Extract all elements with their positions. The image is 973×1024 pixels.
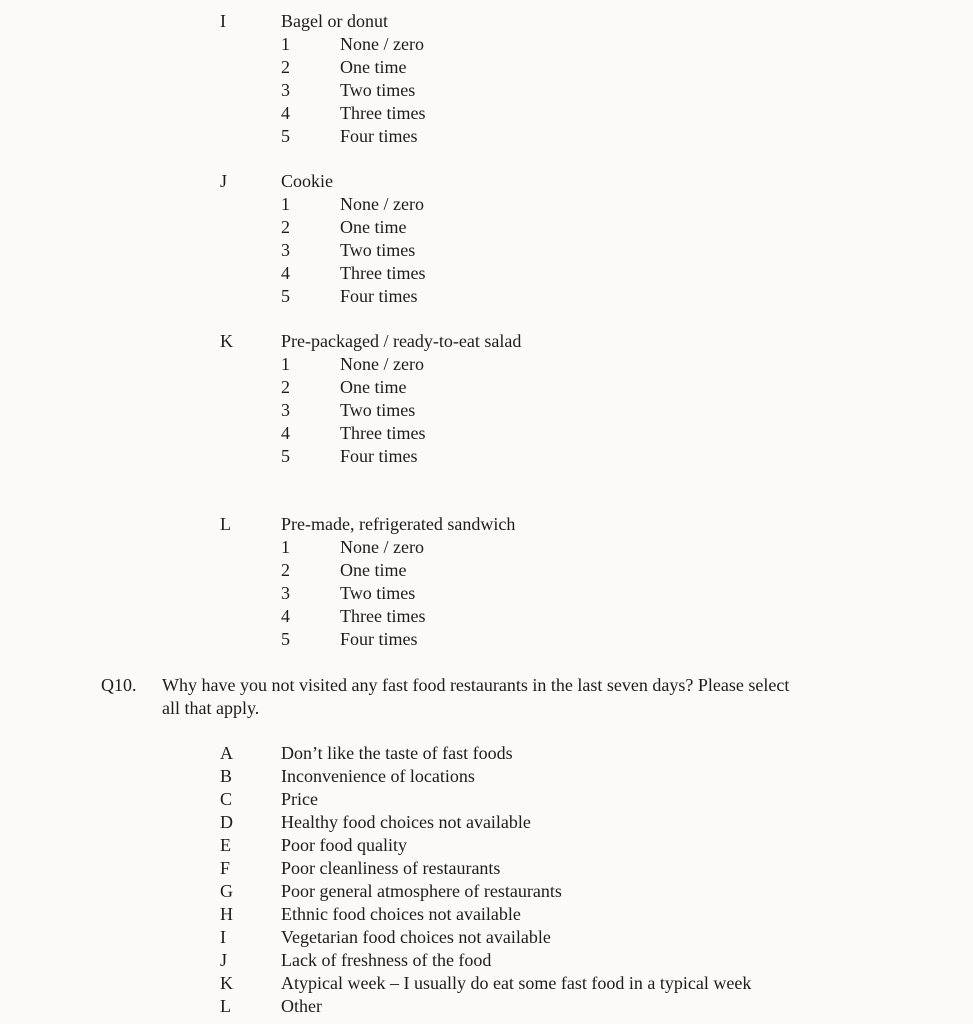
option-number: 1	[281, 194, 290, 214]
option-number: 5	[281, 126, 290, 146]
item-title: Pre-packaged / ready-to-eat salad	[281, 331, 522, 351]
option-number: 1	[281, 34, 290, 54]
item-letter: K	[220, 331, 233, 351]
reason-text: Lack of freshness of the food	[281, 950, 492, 970]
reason-text: Vegetarian food choices not available	[281, 927, 551, 947]
reason-letter: I	[220, 927, 226, 947]
option-number: 2	[281, 57, 290, 77]
item-title: Cookie	[281, 171, 333, 191]
option-number: 5	[281, 629, 290, 649]
option-text: Three times	[340, 423, 426, 443]
reason-text: Inconvenience of locations	[281, 766, 475, 786]
option-number: 2	[281, 377, 290, 397]
reason-text: Don’t like the taste of fast foods	[281, 743, 513, 763]
item-letter: L	[220, 514, 231, 534]
option-number: 4	[281, 423, 290, 443]
reason-letter: C	[220, 789, 233, 809]
option-text: One time	[340, 217, 407, 237]
reason-letter: F	[220, 858, 231, 878]
option-text: One time	[340, 57, 407, 77]
option-text: Three times	[340, 606, 426, 626]
item-letter: J	[220, 171, 228, 191]
reason-letter: A	[220, 743, 233, 763]
reason-letter: B	[220, 766, 233, 786]
option-number: 3	[281, 80, 290, 100]
option-number: 4	[281, 263, 290, 283]
reason-letter: K	[220, 973, 233, 993]
option-text: Two times	[340, 240, 416, 260]
question-text-line1: Why have you not visited any fast food restaurants in the last seven days? Please select	[162, 675, 790, 695]
reason-letter: H	[220, 904, 233, 924]
question-number: Q10.	[101, 675, 137, 695]
option-number: 2	[281, 217, 290, 237]
option-number: 1	[281, 354, 290, 374]
option-text: None / zero	[340, 34, 424, 54]
option-number: 3	[281, 240, 290, 260]
option-number: 5	[281, 446, 290, 466]
reason-text: Poor cleanliness of restaurants	[281, 858, 501, 878]
reason-text: Poor food quality	[281, 835, 407, 855]
option-text: None / zero	[340, 194, 424, 214]
option-text: Four times	[340, 126, 418, 146]
option-text: One time	[340, 377, 407, 397]
reason-text: Other	[281, 996, 322, 1016]
option-number: 2	[281, 560, 290, 580]
reason-text: Price	[281, 789, 318, 809]
reason-letter: G	[220, 881, 233, 901]
reason-letter: L	[220, 996, 231, 1016]
question-text-line2: all that apply.	[162, 698, 260, 718]
item-letter: I	[220, 11, 226, 31]
option-text: One time	[340, 560, 407, 580]
option-text: None / zero	[340, 354, 424, 374]
option-text: Four times	[340, 286, 418, 306]
option-number: 1	[281, 537, 290, 557]
option-text: Three times	[340, 263, 426, 283]
option-number: 3	[281, 400, 290, 420]
item-title: Pre-made, refrigerated sandwich	[281, 514, 516, 534]
option-text: Four times	[340, 629, 418, 649]
option-text: None / zero	[340, 537, 424, 557]
reason-letter: E	[220, 835, 231, 855]
option-number: 3	[281, 583, 290, 603]
option-number: 4	[281, 606, 290, 626]
option-text: Three times	[340, 103, 426, 123]
reason-text: Poor general atmosphere of restaurants	[281, 881, 562, 901]
option-number: 5	[281, 286, 290, 306]
reason-letter: D	[220, 812, 233, 832]
reason-letter: J	[220, 950, 228, 970]
option-text: Two times	[340, 400, 416, 420]
reason-text: Atypical week – I usually do eat some fast food in a typical week	[281, 973, 752, 993]
option-text: Two times	[340, 80, 416, 100]
reason-text: Ethnic food choices not available	[281, 904, 521, 924]
reason-text: Healthy food choices not available	[281, 812, 531, 832]
option-number: 4	[281, 103, 290, 123]
option-text: Two times	[340, 583, 416, 603]
item-title: Bagel or donut	[281, 11, 388, 31]
option-text: Four times	[340, 446, 418, 466]
